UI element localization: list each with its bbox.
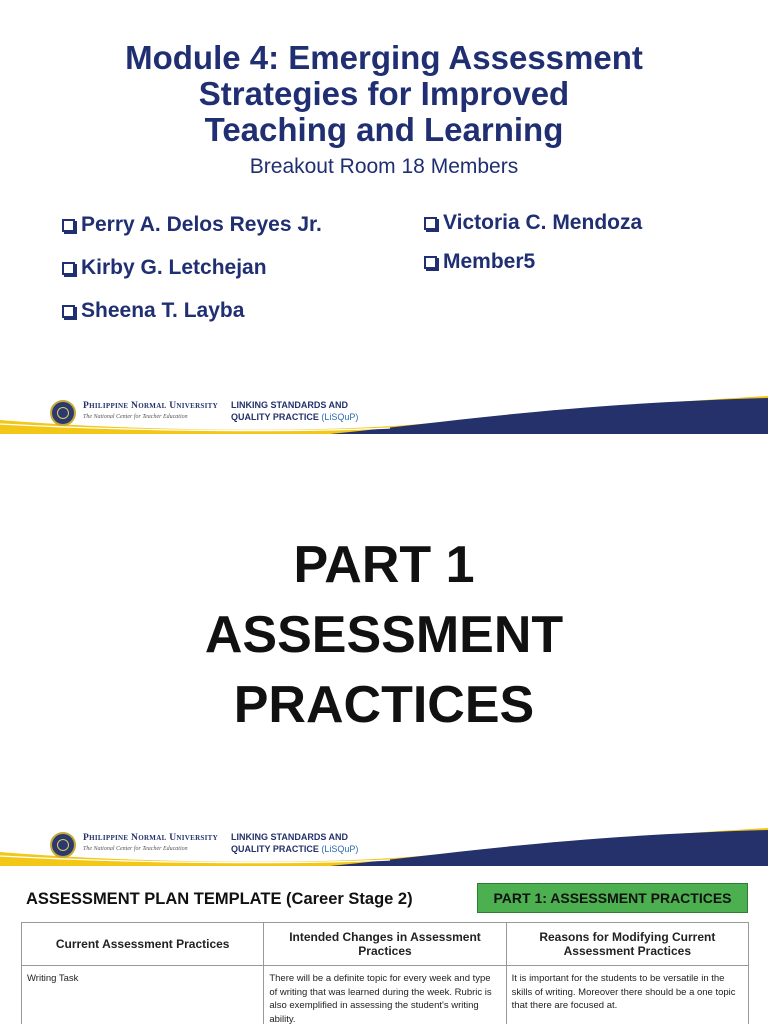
checkbox-icon: [424, 256, 437, 269]
program-line-1: LINKING STANDARDS AND: [231, 832, 348, 842]
program-acronym: (LiSQuP): [321, 412, 359, 422]
program-line-1: LINKING STANDARDS AND: [231, 400, 348, 410]
member-item: [424, 209, 642, 237]
slide-part-1: [0, 434, 768, 812]
pnu-lisqup-banner: [0, 394, 768, 434]
part-title-line: PRACTICES: [233, 676, 535, 734]
column-header: Reasons for Modifying Current Assessment Practices: [506, 923, 748, 966]
slide-members: [0, 0, 768, 434]
module-title-line: Teaching and Learning: [204, 111, 564, 148]
member-name: Sheena T. Layba: [81, 299, 245, 322]
university-tagline: The National Center for Teacher Education: [83, 846, 188, 852]
part-title-line: PART 1: [293, 536, 475, 594]
checkbox-icon: [62, 305, 75, 318]
assessment-plan-table: [21, 922, 749, 1024]
member-item: [62, 297, 322, 325]
table-cell: It is important for the students to be versatile in the skills of writing. Moreover there should be a one topic that there are focused at.: [506, 966, 748, 1024]
member-list-right: [424, 209, 642, 287]
member-list-left: [62, 211, 322, 340]
member-name: Perry A. Delos Reyes Jr.: [81, 213, 322, 236]
part-title-line: ASSESSMENT: [204, 606, 564, 664]
member-name: Member5: [443, 250, 536, 273]
breakout-room-subtitle: Breakout Room 18 Members: [249, 155, 519, 178]
university-name: Philippine Normal University: [83, 833, 218, 843]
program-name: QUALITY PRACTICE: [231, 844, 319, 854]
pnu-seal-logo: [50, 400, 76, 426]
pnu-seal-logo: [50, 832, 76, 858]
assessment-plan-title: ASSESSMENT PLAN TEMPLATE (Career Stage 2): [26, 890, 413, 908]
slide-assessment-plan: [0, 812, 768, 1024]
university-tagline: The National Center for Teacher Education: [83, 414, 188, 420]
module-title-line: Module 4: Emerging Assessment: [125, 39, 643, 76]
member-name: Kirby G. Letchejan: [81, 256, 267, 279]
part-1-badge: PART 1: ASSESSMENT PRACTICES: [477, 883, 748, 913]
program-acronym: (LiSQuP): [321, 844, 359, 854]
member-item: [62, 211, 322, 239]
university-name: Philippine Normal University: [83, 401, 218, 411]
program-line-2: [231, 412, 358, 422]
column-header: Current Assessment Practices: [22, 923, 264, 966]
table-cell: Writing Task: [22, 966, 264, 1024]
checkbox-icon: [424, 217, 437, 230]
table-row: [22, 966, 749, 1024]
member-name: Victoria C. Mendoza: [443, 211, 643, 234]
table-header-row: [22, 923, 749, 966]
part-title: [0, 530, 768, 740]
module-title-line: Strategies for Improved: [198, 75, 570, 112]
program-name: QUALITY PRACTICE: [231, 412, 319, 422]
checkbox-icon: [62, 262, 75, 275]
member-item: [424, 248, 642, 276]
column-header: Intended Changes in Assessment Practices: [264, 923, 506, 966]
module-title: [0, 40, 768, 148]
checkbox-icon: [62, 219, 75, 232]
table-cell: There will be a definite topic for every week and type of writing that was learned during the week. Rubric is also exemplified in assessing the student's writing ability.: [264, 966, 506, 1024]
pnu-lisqup-banner: [0, 826, 768, 866]
program-line-2: [231, 844, 358, 854]
member-item: [62, 254, 322, 282]
